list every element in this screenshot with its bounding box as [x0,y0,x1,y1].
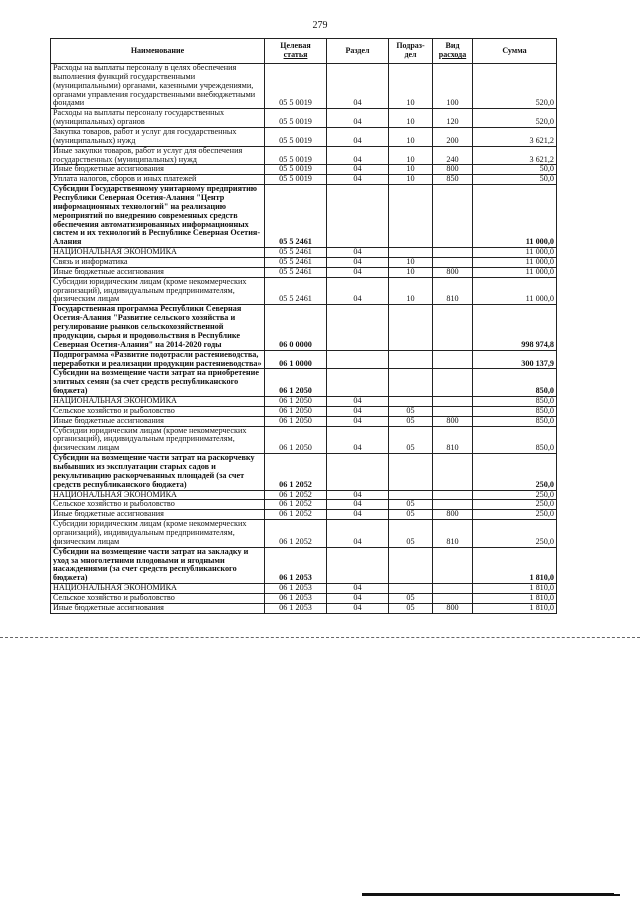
table-row [51,128,557,147]
cell-subsection [389,454,433,490]
cell-section: 04 [327,146,389,165]
budget-table [50,38,557,614]
cell-expense-type [433,248,473,258]
cell-target-code: 06 1 2052 [265,510,327,520]
cell-section: 04 [327,490,389,500]
cell-name: Расходы на выплаты персоналу в целях обеспечения выполнения функций государственными (муниципальными) органами, казенными учреждениями, органами управления государственными внебюджетными фондами [51,64,265,109]
cell-section: 04 [327,520,389,548]
cell-expense-type [433,406,473,416]
cell-expense-type: 850 [433,175,473,185]
table-row [51,396,557,406]
cell-expense-type: 810 [433,277,473,305]
cell-expense-type [433,547,473,583]
cell-subsection: 10 [389,64,433,109]
cell-name: Сельское хозяйство и рыболовство [51,406,265,416]
cell-amount: 850,0 [473,369,557,397]
cell-name: Субсидии на возмещение части затрат на закладку и уход за многолетними плодовыми и ягодными насаждениями (за счет средств республиканского бюджета) [51,547,265,583]
cell-section [327,305,389,350]
cell-expense-type [433,454,473,490]
cell-target-code: 05 5 0019 [265,128,327,147]
cell-amount: 850,0 [473,416,557,426]
table-row [51,350,557,369]
cell-target-code: 05 5 2461 [265,267,327,277]
cell-section: 04 [327,165,389,175]
cell-subsection: 10 [389,146,433,165]
cell-section [327,350,389,369]
cell-subsection: 10 [389,258,433,268]
cell-subsection: 05 [389,406,433,416]
cell-section: 04 [327,277,389,305]
cell-target-code: 06 1 2050 [265,396,327,406]
cell-target-code: 06 1 2053 [265,593,327,603]
table-row [51,593,557,603]
cell-name: Субсидии юридическим лицам (кроме некоммерческих организаций), индивидуальным предпринимателям, физическим лицам [51,277,265,305]
cell-expense-type [433,350,473,369]
cell-subsection: 05 [389,500,433,510]
cell-subsection: 05 [389,510,433,520]
cell-amount: 11 000,0 [473,185,557,248]
cell-target-code: 05 5 0019 [265,175,327,185]
cell-expense-type [433,185,473,248]
cell-amount: 3 621,2 [473,128,557,147]
cell-target-code: 06 1 2050 [265,416,327,426]
cell-section: 04 [327,64,389,109]
cell-name: Закупка товаров, работ и услуг для государственных (муниципальных) нужд [51,128,265,147]
cell-amount: 11 000,0 [473,267,557,277]
table-header-row [51,39,557,64]
cell-target-code: 06 1 0000 [265,350,327,369]
cell-target-code: 06 1 2050 [265,369,327,397]
cell-amount: 850,0 [473,426,557,454]
cell-expense-type: 800 [433,267,473,277]
cell-name: Иные бюджетные ассигнования [51,165,265,175]
cell-section [327,454,389,490]
cell-name: Субсидии Государственному унитарному предприятию Республики Северная Осетия-Алания "Центр информационных технологий" на реализацию мероприятий по внедрению современных средств обеспечения автоматизированных информационных систем и их технологий в Республике Северная Осетия-Алания [51,185,265,248]
cell-subsection: 05 [389,416,433,426]
cell-subsection: 10 [389,277,433,305]
cell-name: НАЦИОНАЛЬНАЯ ЭКОНОМИКА [51,396,265,406]
header-target: Целевая статья [265,39,327,64]
cell-amount: 250,0 [473,454,557,490]
header-amount: Сумма [473,39,557,64]
cell-name: Расходы на выплаты персоналу государственных (муниципальных) органов [51,109,265,128]
cell-target-code: 05 5 2461 [265,258,327,268]
table-row [51,146,557,165]
table-row [51,426,557,454]
scan-fold-line [0,637,640,638]
cell-section: 04 [327,248,389,258]
cell-target-code: 06 0 0000 [265,305,327,350]
cell-name: НАЦИОНАЛЬНАЯ ЭКОНОМИКА [51,584,265,594]
cell-subsection: 05 [389,603,433,613]
cell-subsection [389,350,433,369]
cell-target-code: 05 5 0019 [265,64,327,109]
cell-name: НАЦИОНАЛЬНАЯ ЭКОНОМИКА [51,490,265,500]
cell-section: 04 [327,416,389,426]
cell-expense-type: 800 [433,510,473,520]
cell-expense-type [433,584,473,594]
cell-target-code: 06 1 2050 [265,426,327,454]
header-section: Раздел [327,39,389,64]
cell-target-code: 06 1 2052 [265,520,327,548]
cell-name: Иные закупки товаров, работ и услуг для обеспечения государственных (муниципальных) нужд [51,146,265,165]
cell-expense-type: 810 [433,520,473,548]
cell-subsection: 05 [389,426,433,454]
cell-name: Сельское хозяйство и рыболовство [51,593,265,603]
cell-subsection [389,369,433,397]
cell-expense-type: 100 [433,64,473,109]
cell-section: 04 [327,396,389,406]
table-row [51,520,557,548]
cell-subsection: 10 [389,109,433,128]
cell-amount: 11 000,0 [473,248,557,258]
cell-amount: 520,0 [473,64,557,109]
cell-amount: 3 621,2 [473,146,557,165]
cell-expense-type [433,593,473,603]
table-row [51,369,557,397]
cell-subsection: 10 [389,175,433,185]
cell-name: Государственная программа Республики Северная Осетия-Алания "Развитие сельского хозяйства и регулирование рынков сельскохозяйственной продукции, сырья и продовольствия в Республике Северная Осетия-Алания" на 2014-2020 годы [51,305,265,350]
cell-section: 04 [327,584,389,594]
cell-section [327,185,389,248]
table-row [51,584,557,594]
footer-rule-end [560,894,620,896]
cell-section: 04 [327,258,389,268]
cell-target-code: 06 1 2053 [265,547,327,583]
cell-amount: 50,0 [473,165,557,175]
cell-name: Иные бюджетные ассигнования [51,267,265,277]
header-type: Вид расхода [433,39,473,64]
cell-expense-type [433,369,473,397]
cell-subsection: 05 [389,520,433,548]
cell-amount: 11 000,0 [473,258,557,268]
cell-expense-type: 800 [433,416,473,426]
cell-target-code: 05 5 0019 [265,146,327,165]
cell-name: НАЦИОНАЛЬНАЯ ЭКОНОМИКА [51,248,265,258]
cell-subsection [389,185,433,248]
cell-section [327,369,389,397]
cell-name: Связь и информатика [51,258,265,268]
cell-name: Иные бюджетные ассигнования [51,603,265,613]
cell-target-code: 05 5 2461 [265,185,327,248]
cell-target-code: 05 5 0019 [265,109,327,128]
cell-subsection [389,396,433,406]
cell-amount: 998 974,8 [473,305,557,350]
page-number: 279 [312,20,328,31]
cell-target-code: 06 1 2053 [265,584,327,594]
cell-amount: 11 000,0 [473,277,557,305]
table-row [51,277,557,305]
cell-expense-type: 800 [433,603,473,613]
table-row [51,258,557,268]
cell-subsection [389,547,433,583]
cell-section: 04 [327,406,389,416]
cell-name: Субсидии юридическим лицам (кроме некоммерческих организаций), индивидуальным предпринимателям, физическим лицам [51,426,265,454]
cell-section: 04 [327,175,389,185]
cell-name: Иные бюджетные ассигнования [51,416,265,426]
cell-amount: 250,0 [473,510,557,520]
cell-amount: 850,0 [473,406,557,416]
cell-target-code: 05 5 2461 [265,277,327,305]
cell-amount: 250,0 [473,500,557,510]
cell-section: 04 [327,510,389,520]
cell-subsection [389,305,433,350]
cell-name: Сельское хозяйство и рыболовство [51,500,265,510]
cell-expense-type [433,305,473,350]
cell-target-code: 06 1 2053 [265,603,327,613]
table-row [51,454,557,490]
cell-section: 04 [327,593,389,603]
cell-subsection: 05 [389,593,433,603]
cell-amount: 1 810,0 [473,603,557,613]
cell-amount: 250,0 [473,520,557,548]
cell-section: 04 [327,128,389,147]
cell-amount: 520,0 [473,109,557,128]
cell-name: Субсидии на возмещение части затрат на раскорчевку выбывших из эксплуатации старых садов и рекультивацию раскорчеванных площадей (за счет средств республиканского бюджета) [51,454,265,490]
cell-amount: 50,0 [473,175,557,185]
table-row [51,603,557,613]
cell-target-code: 06 1 2050 [265,406,327,416]
cell-section: 04 [327,267,389,277]
cell-subsection [389,584,433,594]
cell-subsection: 10 [389,165,433,175]
cell-target-code: 06 1 2052 [265,454,327,490]
cell-expense-type [433,490,473,500]
table-row [51,416,557,426]
cell-name: Подпрограмма «Развитие подотрасли растениеводства, переработки и реализации продукции растениеводства» [51,350,265,369]
cell-target-code: 06 1 2052 [265,490,327,500]
cell-subsection: 10 [389,128,433,147]
cell-target-code: 05 5 2461 [265,248,327,258]
table-row [51,185,557,248]
cell-section: 04 [327,603,389,613]
cell-expense-type: 810 [433,426,473,454]
header-subsection: Подраз- дел [389,39,433,64]
cell-amount: 1 810,0 [473,547,557,583]
cell-amount: 850,0 [473,396,557,406]
table-row [51,406,557,416]
cell-name: Иные бюджетные ассигнования [51,510,265,520]
table-row [51,305,557,350]
table-row [51,547,557,583]
cell-section: 04 [327,500,389,510]
cell-subsection: 10 [389,267,433,277]
cell-amount: 1 810,0 [473,584,557,594]
cell-name: Субсидии юридическим лицам (кроме некоммерческих организаций), индивидуальным предпринимателям, физическим лицам [51,520,265,548]
cell-section: 04 [327,109,389,128]
cell-expense-type: 200 [433,128,473,147]
header-name: Наименование [51,39,265,64]
cell-section [327,547,389,583]
cell-name: Субсидии на возмещение части затрат на приобретение элитных семян (за счет средств республиканского бюджета) [51,369,265,397]
cell-target-code: 06 1 2052 [265,500,327,510]
cell-expense-type: 800 [433,165,473,175]
cell-target-code: 05 5 0019 [265,165,327,175]
table-row [51,64,557,109]
cell-amount: 1 810,0 [473,593,557,603]
cell-amount: 300 137,9 [473,350,557,369]
table-row [51,109,557,128]
cell-section: 04 [327,426,389,454]
cell-expense-type: 120 [433,109,473,128]
cell-name: Уплата налогов, сборов и иных платежей [51,175,265,185]
cell-amount: 250,0 [473,490,557,500]
cell-expense-type [433,396,473,406]
cell-expense-type [433,258,473,268]
table-row [51,267,557,277]
cell-expense-type: 240 [433,146,473,165]
